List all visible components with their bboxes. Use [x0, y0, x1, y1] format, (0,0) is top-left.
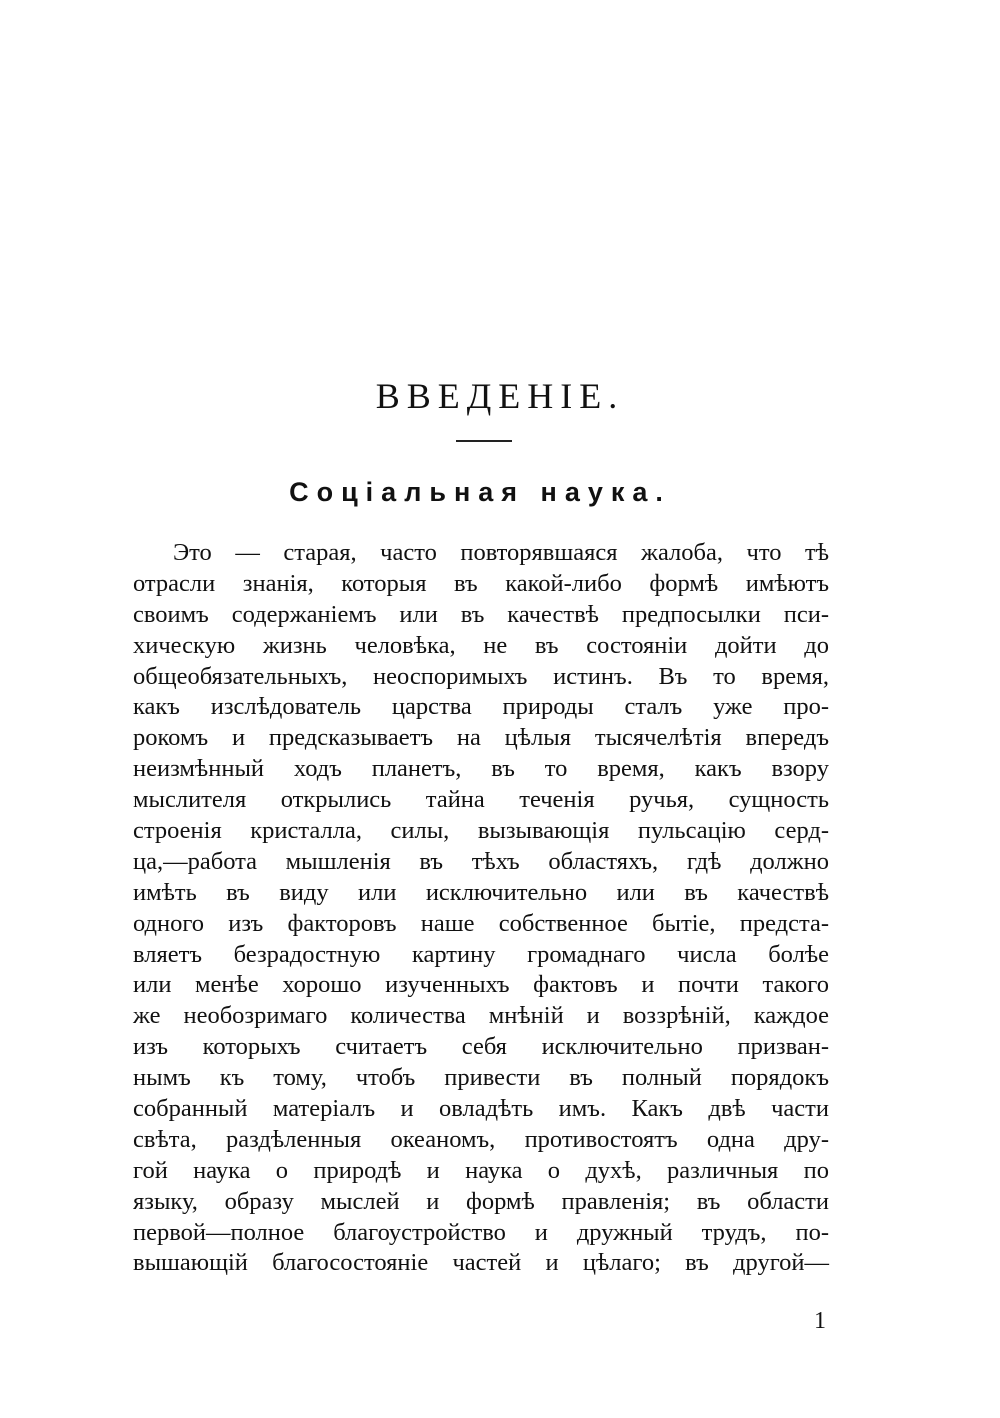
section-title: Соціальная наука. — [289, 477, 671, 507]
text-line: Это — старая, часто повторявшаяся жалоба, что тѣ — [173, 539, 829, 566]
title-divider — [456, 440, 512, 442]
text-line: общеобязательныхъ, неоспоримыхъ истинъ. Въ то время, — [133, 662, 829, 690]
page-number: 1 — [814, 1308, 826, 1334]
chapter-title: ВВЕДЕНІЕ. — [375, 376, 625, 416]
text-line: своимъ содержаніемъ или въ качествѣ предпосылки пси- — [133, 600, 829, 628]
body-paragraph — [133, 538, 829, 1279]
text-line: неизмѣнный ходъ планетъ, въ то время, какъ взору — [133, 755, 829, 783]
text-line: рокомъ и предсказываетъ на цѣлыя тысячелѣтія впередъ — [133, 724, 829, 752]
text-line: свѣта, раздѣленныя океаномъ, противостоятъ одна дру- — [133, 1125, 829, 1153]
text-line: изъ которыхъ считаетъ себя исключительно призван- — [133, 1033, 829, 1061]
text-line: мыслителя открылись тайна теченія ручья, сущность — [133, 786, 829, 814]
text-line: какъ изслѣдователь царства природы сталъ уже про- — [133, 693, 829, 721]
text-line: хическую жизнь человѣка, не въ состояніи дойти до — [133, 631, 829, 659]
text-line: или менѣе хорошо изученныхъ фактовъ и почти такого — [133, 971, 829, 999]
text-line: вляетъ безрадостную картину громаднаго числа болѣе — [133, 940, 829, 968]
text-line: ца,—работа мышленія въ тѣхъ областяхъ, гдѣ должно — [133, 847, 829, 875]
text-line: строенія кристалла, силы, вызывающія пульсацію серд- — [133, 817, 829, 845]
text-line: вышающій благосостояніе частей и цѣлаго; въ другой— — [133, 1249, 829, 1277]
text-line: одного изъ факторовъ наше собственное бытіе, предста- — [133, 909, 829, 937]
text-line: языку, образу мыслей и формѣ правленія; въ области — [133, 1187, 829, 1215]
text-line: нымъ къ тому, чтобъ привести въ полный порядокъ — [133, 1064, 829, 1092]
text-line: гой наука о природѣ и наука о духѣ, различныя по — [133, 1156, 829, 1184]
text-line: имѣть въ виду или исключительно или въ качествѣ — [133, 878, 829, 906]
text-line: отрасли знанія, которыя въ какой-либо формѣ имѣютъ — [133, 569, 829, 597]
text-line: собранный матеріалъ и овладѣть имъ. Какъ двѣ части — [133, 1095, 829, 1123]
text-line: первой—полное благоустройство и дружный трудъ, по- — [133, 1218, 829, 1246]
text-line: же необозримаго количества мнѣній и воззрѣній, каждое — [133, 1002, 829, 1030]
